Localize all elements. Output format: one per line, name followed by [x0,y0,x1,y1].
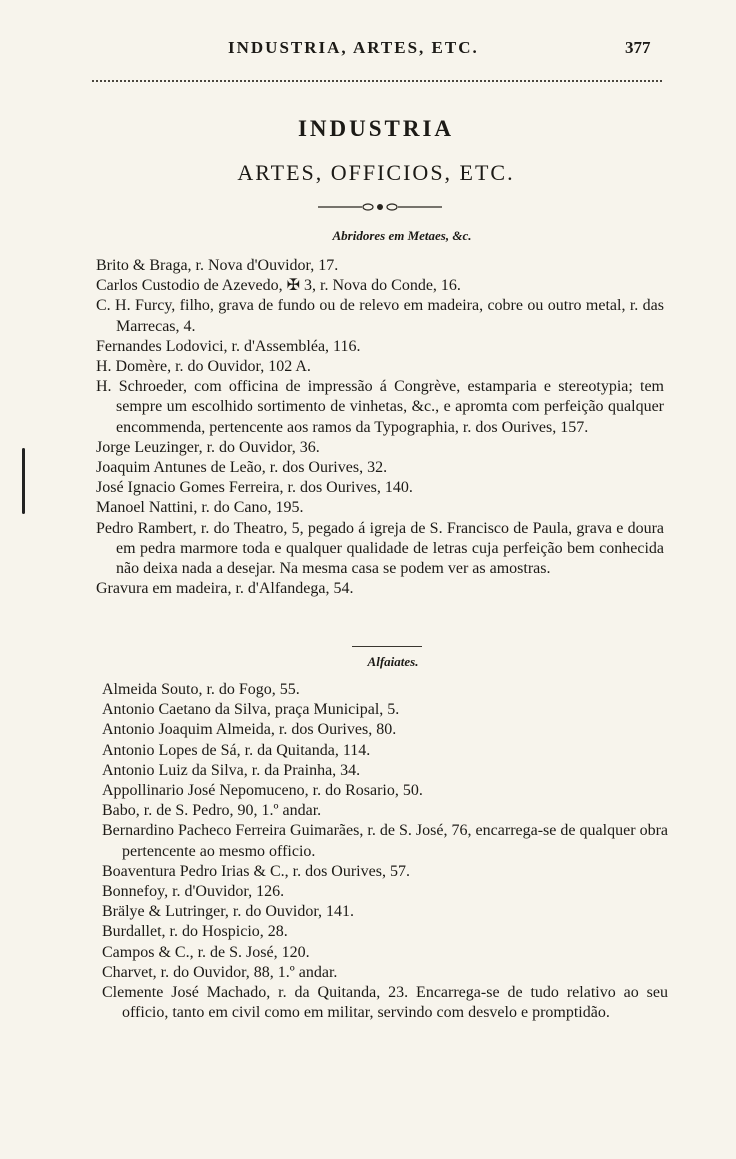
list-item: Burdallet, r. do Hospicio, 28. [102,923,288,941]
list-item: Boaventura Pedro Irias & C., r. dos Ourives, 57. [102,862,410,880]
list-item: Appollinario José Nepomuceno, r. do Rosario, 50. [102,782,423,800]
list-item: Pedro Rambert, r. do Theatro, 5, pegado á igreja de S. Francisco de Paula, grava e doura em pedra marmore toda e qualquer qualidade de letras cuja perfeição bem conhecida não deixa nada a desejar. Na mesma casa se podem ver as amostras. [96,519,664,578]
main-title: INDUSTRIA [297,116,455,141]
margin-ink-mark [22,448,25,514]
list-item: Antonio Lopes de Sá, r. da Quitanda, 114. [102,741,371,759]
list-item: Clemente José Machado, r. da Quitanda, 23. Encarrega-se de tudo relativo ao seu officio, tanto em civil como em militar, servindo com desvelo e promptidão. [102,984,668,1022]
list-item: H. Domère, r. do Ouvidor, 102 A. [96,358,311,376]
page-number: 377 [625,38,651,57]
section-divider [352,646,422,647]
section-heading-alfaiates: Alfaiates. [367,654,419,669]
list-item: Brälye & Lutringer, r. do Ouvidor, 141. [102,903,355,921]
list-item: Antonio Luiz da Silva, r. da Prainha, 34. [102,761,361,779]
list-item: Joaquim Antunes de Leão, r. dos Ourives, 32. [96,459,388,477]
list-item: Antonio Caetano da Silva, praça Municipal, 5. [102,701,400,719]
list-item: José Ignacio Gomes Ferreira, r. dos Ourives, 140. [96,479,413,497]
running-title: INDUSTRIA, ARTES, ETC. [228,38,479,57]
list-item: Gravura em madeira, r. d'Alfandega, 54. [96,580,354,598]
list-item: H. Schroeder, com officina de impressão á Congrève, estamparia e stereotypia; tem sempre um escolhido sortimento de vinhetas, &c., e apromta com perfeição qualquer encommenda, pertencente aos ramos da Typographia, r. dos Ourives, 157. [96,378,664,436]
section-alfaiates-list [102,680,668,1023]
list-item: Carlos Custodio de Azevedo, ✠ 3, r. Nova do Conde, 16. [96,277,461,295]
header-rule [92,80,662,82]
section-heading-abridores: Abridores em Metaes, &c. [332,228,472,243]
list-item: Manoel Nattini, r. do Cano, 195. [96,499,304,517]
running-header [0,38,736,68]
title-ornament [318,200,442,214]
list-item: Almeida Souto, r. do Fogo, 55. [102,681,300,698]
section-abridores-list [96,256,664,599]
sub-title: ARTES, OFFICIOS, ETC. [237,160,515,185]
list-item: Bonnefoy, r. d'Ouvidor, 126. [102,883,285,901]
list-item: Babo, r. de S. Pedro, 90, 1.º andar. [102,802,322,820]
list-item: Charvet, r. do Ouvidor, 88, 1.º andar. [102,963,338,981]
list-item: Jorge Leuzinger, r. do Ouvidor, 36. [96,438,320,456]
list-item: Fernandes Lodovici, r. d'Assembléa, 116. [96,337,361,355]
list-item: Antonio Joaquim Almeida, r. dos Ourives, 80. [102,721,397,739]
list-item: Campos & C., r. de S. José, 120. [102,943,310,961]
list-item: Bernardino Pacheco Ferreira Guimarães, r. de S. José, 76, encarrega-se de qualquer obra pertencente ao mesmo officio. [102,822,668,860]
list-item: C. H. Furcy, filho, grava de fundo ou de relevo em madeira, cobre ou outro metal, r. das Marrecas, 4. [96,297,664,335]
list-item: Brito & Braga, r. Nova d'Ouvidor, 17. [96,257,339,274]
